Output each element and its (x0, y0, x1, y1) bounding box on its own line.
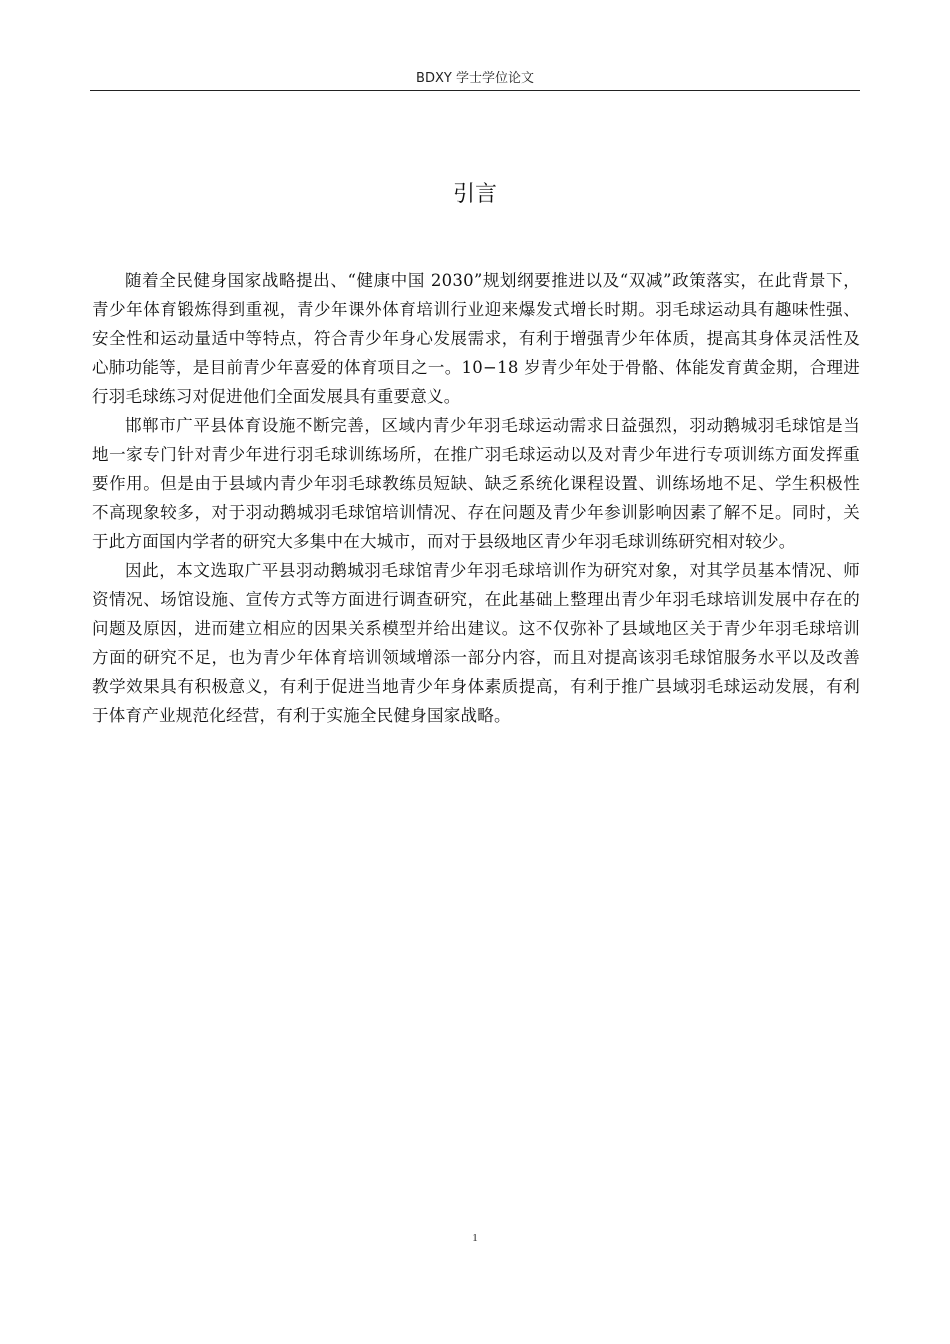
paragraph: 因此，本文选取广平县羽动鹅城羽毛球馆青少年羽毛球培训作为研究对象，对其学员基本情况、师资情况、场馆设施、宣传方式等方面进行调查研究，在此基础上整理出青少年羽毛球培训发展中存在的问题及原因，进而建立相应的因果关系模型并给出建议。这不仅弥补了县域地区关于青少年羽毛球培训方面的研究不足，也为青少年体育培训领域增添一部分内容，而且对提高该羽毛球馆服务水平以及改善教学效果具有积极意义，有利于促进当地青少年身体素质提高，有利于推广县域羽毛球运动发展，有利于体育产业规范化经营，有利于实施全民健身国家战略。 (92, 561, 860, 725)
body-text (92, 266, 860, 730)
paragraph: 邯郸市广平县体育设施不断完善，区域内青少年羽毛球运动需求日益强烈，羽动鹅城羽毛球馆是当地一家专门针对青少年进行羽毛球训练场所，在推广羽毛球运动以及对青少年进行专项训练方面发挥重要作用。但是由于县域内青少年羽毛球教练员短缺、缺乏系统化课程设置、训练场地不足、学生积极性不高现象较多，对于羽动鹅城羽毛球馆培训情况、存在问题及青少年参训影响因素了解不足。同时，关于此方面国内学者的研究大多集中在大城市，而对于县级地区青少年羽毛球训练研究相对较少。 (92, 416, 860, 551)
page-number: 1 (472, 1232, 478, 1244)
running-header: BDXY 学士学位论文 (90, 70, 860, 91)
section-title: 引言 (452, 182, 497, 207)
paragraph: 随着全民健身国家战略提出、“健康中国 2030”规划纲要推进以及“双减”政策落实，在此背景下，青少年体育锻炼得到重视，青少年课外体育培训行业迎来爆发式增长时期。羽毛球运动具有趣味性强、安全性和运动量适中等特点，符合青少年身心发展需求，有利于增强青少年体质，提高其身体灵活性及心肺功能等，是目前青少年喜爱的体育项目之一。10−18 岁青少年处于骨骼、体能发育黄金期，合理进行羽毛球练习对促进他们全面发展具有重要意义。 (92, 271, 860, 406)
